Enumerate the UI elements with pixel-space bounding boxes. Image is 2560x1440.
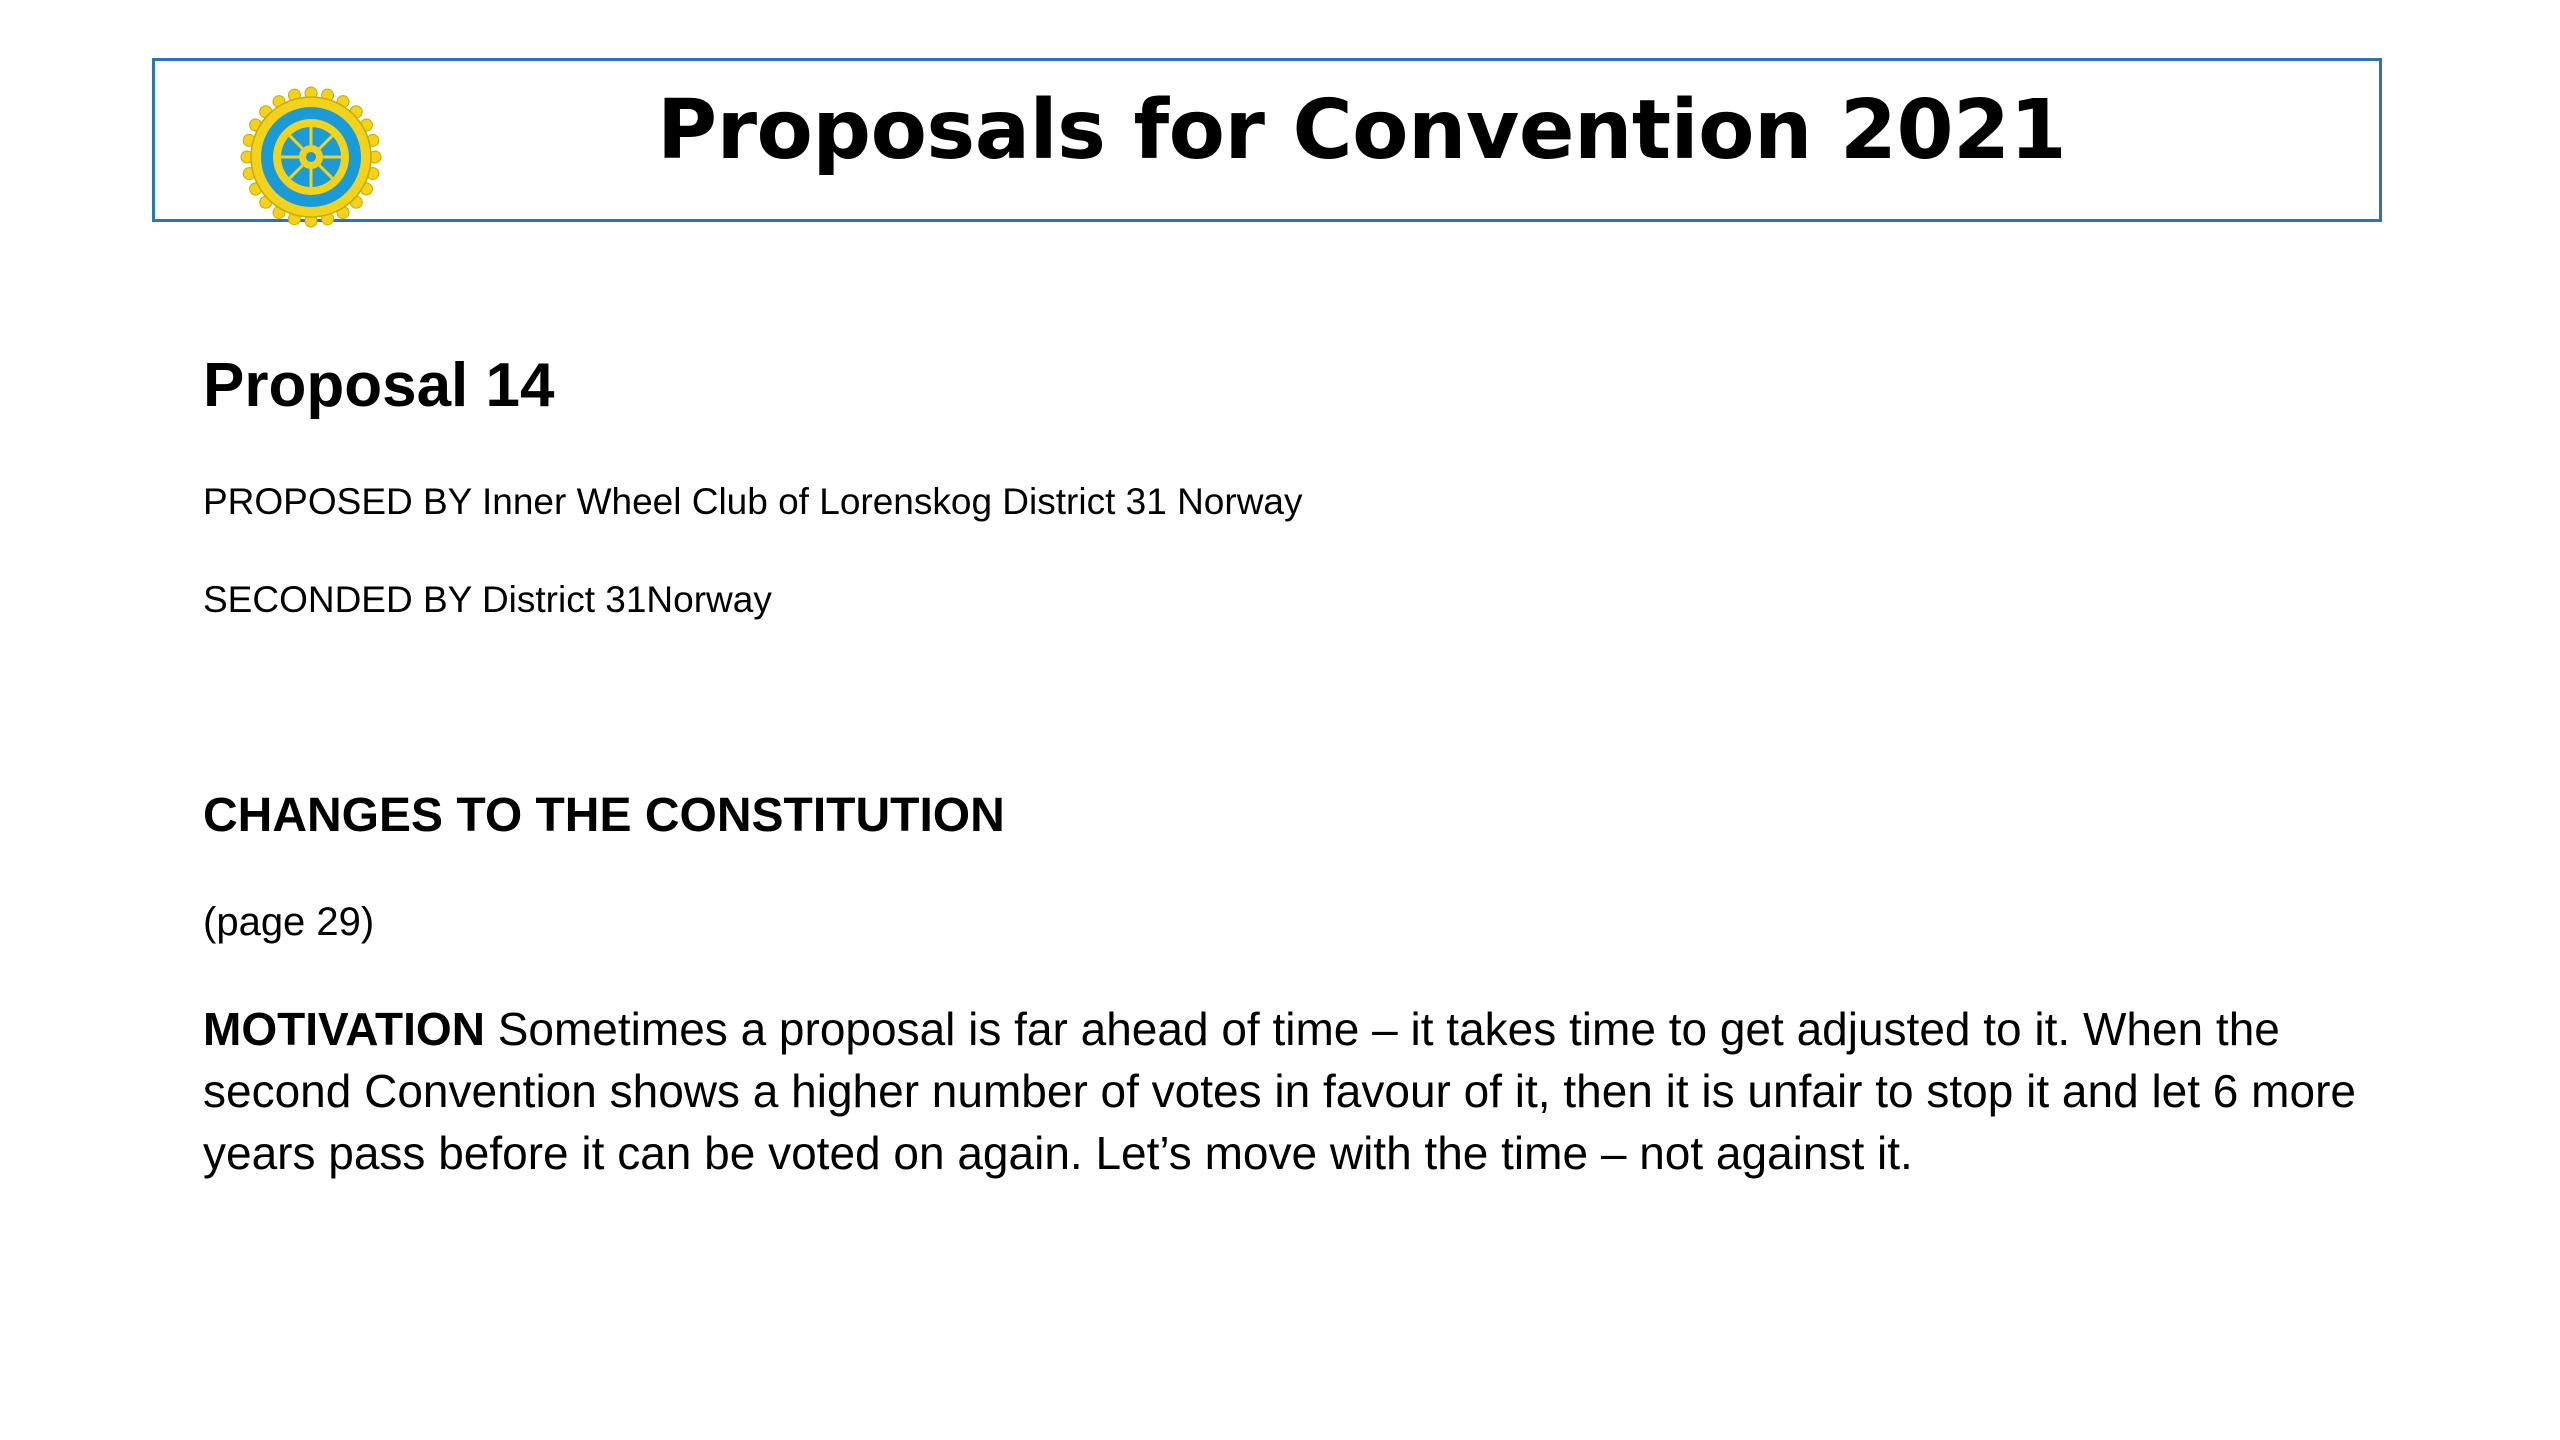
section-heading: CHANGES TO THE CONSTITUTION <box>203 789 1005 842</box>
proposal-heading: Proposal 14 <box>203 351 555 420</box>
motivation-text: Sometimes a proposal is far ahead of time – it takes time to get adjusted to it. When the second Convention shows a higher number of votes in favour of it, then it is unfair to stop it and let 6 more years pass before it can be voted on again. Let’s move with the time – not against it. <box>203 1003 2356 1179</box>
seconded-by-line: SECONDED BY District 31Norway <box>203 579 772 620</box>
proposed-by-line: PROPOSED BY Inner Wheel Club of Lorenskog District 31 Norway <box>203 481 1303 522</box>
page-title: Proposals for Convention 2021 <box>657 83 2067 178</box>
motivation-label: MOTIVATION <box>203 1003 485 1055</box>
inner-wheel-emblem-icon <box>239 85 383 229</box>
motivation-paragraph <box>203 998 2403 1184</box>
page-reference: (page 29) <box>203 900 375 944</box>
header-banner <box>152 58 2382 222</box>
